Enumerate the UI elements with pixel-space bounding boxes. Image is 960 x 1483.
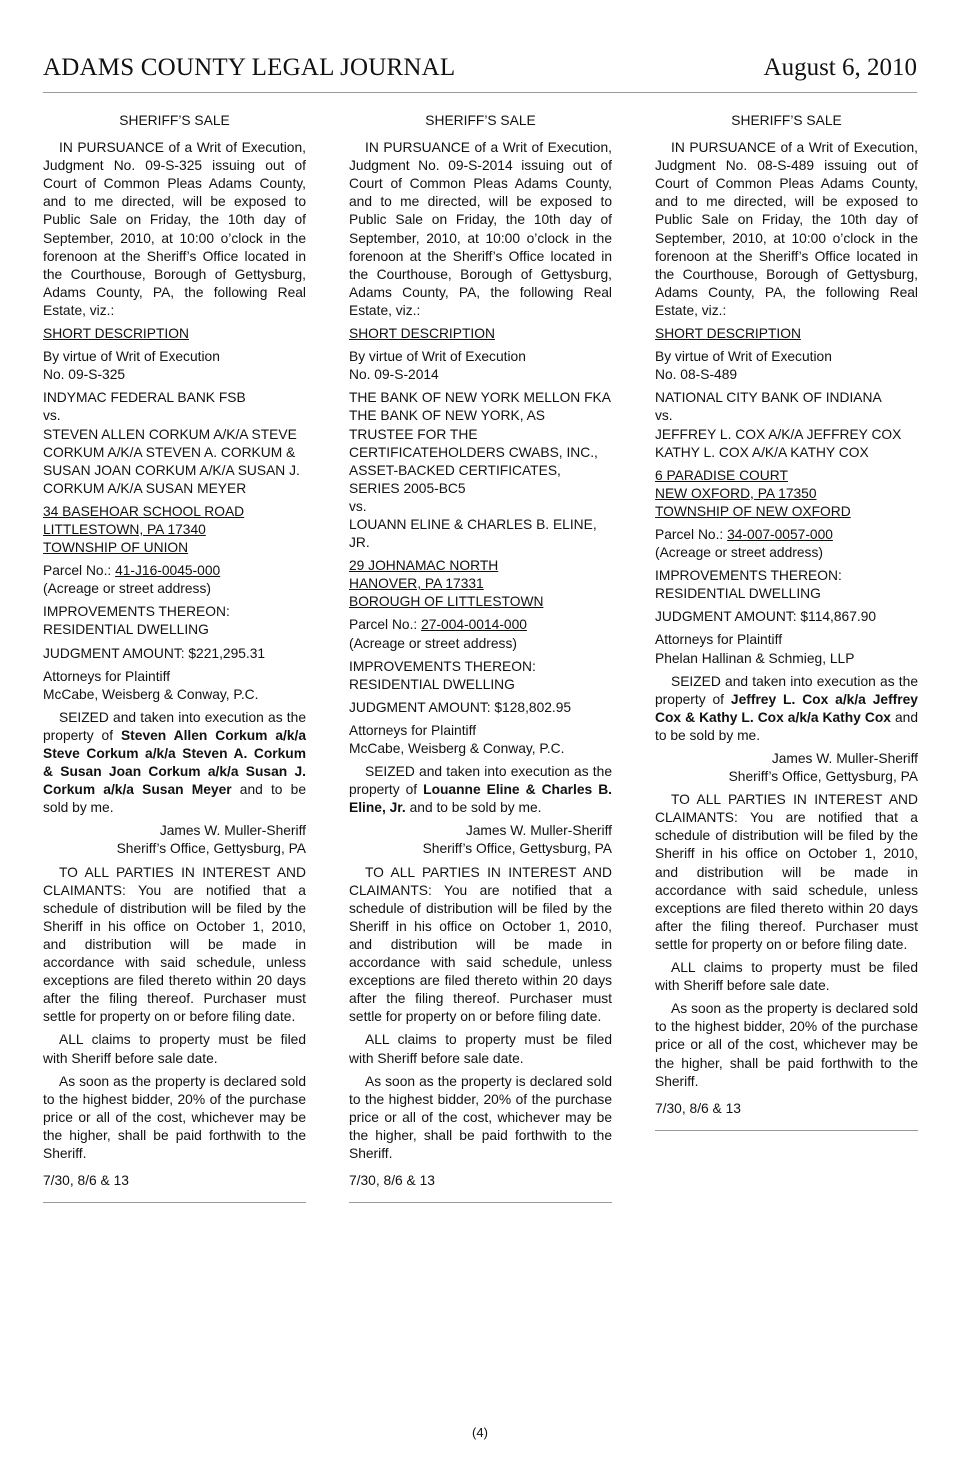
writ-of-execution bbox=[43, 348, 306, 384]
property-owner: Louanne Eline & Charles B. Eline, Jr. bbox=[349, 782, 612, 816]
improvements bbox=[349, 658, 612, 694]
parcel-label: Parcel No.: bbox=[349, 617, 422, 633]
parcel-label: Parcel No.: bbox=[43, 563, 116, 579]
claimants-notice: TO ALL PARTIES IN INTEREST AND CLAIMANTS: You are notified that a schedule of distribution will be filed by the Sheriff in his office on October 1, 2010, and distribution will be made in accordance with said schedule, unless exceptions are filed thereto within 20 days after the filing thereof. Purchaser must settle for property on or before filing date. bbox=[655, 792, 918, 952]
short-description-label: SHORT DESCRIPTION bbox=[655, 326, 801, 342]
improvements-label: IMPROVEMENTS THEREON: bbox=[43, 604, 230, 620]
versus: vs. bbox=[655, 408, 673, 424]
attorneys bbox=[43, 668, 306, 704]
versus: vs. bbox=[43, 408, 61, 424]
attorneys-name: McCabe, Weisberg & Conway, P.C. bbox=[349, 741, 565, 756]
notice-heading: SHERIFF’S SALE bbox=[731, 113, 842, 128]
plaintiff: THE BANK OF NEW YORK MELLON FKA THE BANK OF NEW YORK, AS TRUSTEE FOR THE CERTIFICATEHOLDERS CWABS, INC., ASSET-BACKED CERTIFICATES, SERIES 2005-BC5 bbox=[349, 390, 611, 496]
writ-number: No. 09-S-2014 bbox=[349, 367, 439, 383]
seizure-statement bbox=[43, 709, 306, 818]
sheriff-sale-notice-2 bbox=[349, 112, 612, 1203]
plaintiff: INDYMAC FEDERAL BANK FSB bbox=[43, 390, 246, 406]
issue-date: August 6, 2010 bbox=[763, 54, 917, 81]
address-line: 6 PARADISE COURT bbox=[655, 467, 788, 483]
writ-line: By virtue of Writ of Execution bbox=[655, 349, 832, 365]
sheriff-sale-notice-3 bbox=[655, 112, 918, 1131]
parcel-info bbox=[655, 526, 918, 562]
address-line: TOWNSHIP OF UNION bbox=[43, 540, 189, 556]
improvements-value: RESIDENTIAL DWELLING bbox=[655, 586, 821, 602]
attorneys-label: Attorneys for Plaintiff bbox=[43, 668, 171, 684]
writ-of-execution bbox=[349, 348, 612, 384]
bidder-notice: As soon as the property is declared sold to the highest bidder, 20% of the purchase price or all of the cost, whichever may be the higher, shall be paid forthwith to the Sheriff. bbox=[655, 1001, 918, 1089]
address-line: BOROUGH OF LITTLESTOWN bbox=[349, 594, 544, 610]
improvements-label: IMPROVEMENTS THEREON: bbox=[349, 658, 536, 674]
notice-intro: IN PURSUANCE of a Writ of Execution, Judgment No. 09-S-325 issuing out of Court of Common Pleas Adams County, and to me directed, will be exposed to Public Sale on Friday, the 10th day of September, 2010, at 10:00 o’clock in the forenoon at the Sheriff’s Office located in the Courthouse, Borough of Gettysburg, Adams County, PA, the following Real Estate, viz.: bbox=[43, 140, 306, 318]
improvements-label: IMPROVEMENTS THEREON: bbox=[655, 568, 842, 584]
claimants-notice: TO ALL PARTIES IN INTEREST AND CLAIMANTS: You are notified that a schedule of distribution will be filed by the Sheriff in his office on October 1, 2010, and distribution will be made in accordance with said schedule, unless exceptions are filed thereto within 20 days after the filing thereof. Purchaser must settle for property on or before filing date. bbox=[349, 864, 612, 1025]
notice-heading: SHERIFF’S SALE bbox=[425, 113, 536, 128]
publication-dates: 7/30, 8/6 & 13 bbox=[349, 1173, 435, 1189]
property-owner: Jeffrey L. Cox a/k/a Jeffrey Cox & Kathy L. Cox a/k/a Kathy Cox bbox=[655, 691, 918, 725]
improvements-value: RESIDENTIAL DWELLING bbox=[349, 676, 515, 692]
claims-notice: ALL claims to property must be filed with Sheriff before sale date. bbox=[655, 960, 918, 994]
attorneys bbox=[655, 631, 918, 667]
case-parties bbox=[655, 389, 918, 461]
sheriff-signature bbox=[349, 822, 612, 858]
writ-line: By virtue of Writ of Execution bbox=[43, 349, 220, 365]
journal-title: ADAMS COUNTY LEGAL JOURNAL bbox=[43, 54, 456, 81]
seizure-text: SEIZED and taken into execution as the property of bbox=[349, 764, 612, 798]
claims-notice: ALL claims to property must be filed with Sheriff before sale date. bbox=[43, 1032, 306, 1066]
property-address bbox=[655, 467, 918, 521]
notice-divider bbox=[655, 1130, 918, 1131]
bidder-notice: As soon as the property is declared sold to the highest bidder, 20% of the purchase price or all of the cost, whichever may be the higher, shall be paid forthwith to the Sheriff. bbox=[349, 1073, 612, 1161]
sheriff-sale-notice-1 bbox=[43, 112, 306, 1203]
address-line: 34 BASEHOAR SCHOOL ROAD bbox=[43, 503, 245, 519]
parcel-info bbox=[349, 616, 612, 652]
seizure-text: SEIZED and taken into execution as the property of bbox=[655, 673, 918, 707]
seizure-text-end: and to be sold by me. bbox=[655, 709, 918, 743]
sheriff-office: Sheriff’s Office, Gettysburg, PA bbox=[728, 769, 918, 785]
notice-divider bbox=[349, 1202, 612, 1203]
attorneys bbox=[349, 722, 612, 758]
claims-notice: ALL claims to property must be filed with Sheriff before sale date. bbox=[349, 1032, 612, 1066]
writ-number: No. 09-S-325 bbox=[43, 367, 126, 383]
parcel-number: 41-J16-0045-000 bbox=[115, 563, 221, 579]
seizure-text-end: and to be sold by me. bbox=[405, 800, 542, 816]
attorneys-name: McCabe, Weisberg & Conway, P.C. bbox=[43, 686, 259, 702]
judgment-amount: JUDGMENT AMOUNT: $114,867.90 bbox=[655, 609, 877, 625]
versus: vs. bbox=[349, 498, 367, 514]
sheriff-name: James W. Muller-Sheriff bbox=[159, 823, 306, 839]
publication-dates: 7/30, 8/6 & 13 bbox=[43, 1173, 129, 1189]
defendant: LOUANN ELINE & CHARLES B. ELINE, JR. bbox=[349, 516, 597, 551]
sheriff-name: James W. Muller-Sheriff bbox=[771, 751, 918, 766]
notice-heading: SHERIFF’S SALE bbox=[119, 113, 230, 128]
improvements-value: RESIDENTIAL DWELLING bbox=[43, 622, 209, 638]
parcel-info bbox=[43, 562, 306, 598]
sheriff-office: Sheriff’s Office, Gettysburg, PA bbox=[422, 841, 612, 857]
acreage-note: (Acreage or street address) bbox=[43, 581, 211, 597]
short-description-label: SHORT DESCRIPTION bbox=[349, 326, 495, 342]
defendant: STEVEN ALLEN CORKUM A/K/A STEVE CORKUM A/K/A STEVEN A. CORKUM & SUSAN JOAN CORKUM A/K/A SUSAN J. CORKUM A/K/A SUSAN MEYER bbox=[43, 426, 300, 496]
acreage-note: (Acreage or street address) bbox=[349, 635, 517, 651]
journal-header bbox=[43, 50, 917, 93]
address-line: 29 JOHNAMAC NORTH bbox=[349, 558, 499, 574]
property-owner: Steven Allen Corkum a/k/a Steve Corkum a/k/a Steven A. Corkum & Susan Joan Corkum a/k/a Susan J. Corkum a/k/a Susan Meyer bbox=[43, 727, 306, 798]
address-line: NEW OXFORD, PA 17350 bbox=[655, 485, 817, 501]
address-line: LITTLESTOWN, PA 17340 bbox=[43, 521, 206, 537]
writ-of-execution bbox=[655, 348, 918, 384]
parcel-number: 27-004-0014-000 bbox=[421, 617, 527, 633]
parcel-number: 34-007-0057-000 bbox=[727, 526, 833, 542]
sheriff-office: Sheriff’s Office, Gettysburg, PA bbox=[116, 841, 306, 857]
case-parties bbox=[349, 389, 612, 552]
address-line: HANOVER, PA 17331 bbox=[349, 576, 484, 592]
property-address bbox=[349, 557, 612, 611]
publication-dates: 7/30, 8/6 & 13 bbox=[655, 1100, 741, 1116]
acreage-note: (Acreage or street address) bbox=[655, 545, 823, 561]
seizure-text-end: and to be sold by me. bbox=[43, 782, 306, 816]
plaintiff: NATIONAL CITY BANK OF INDIANA bbox=[655, 390, 882, 406]
seizure-text: SEIZED and taken into execution as the property of bbox=[43, 709, 306, 743]
notice-intro: IN PURSUANCE of a Writ of Execution, Judgment No. 08-S-489 issuing out of Court of Common Pleas Adams County, and to me directed, will be exposed to Public Sale on Friday, the 10th day of September, 2010, at 10:00 o’clock in the forenoon at the Sheriff’s Office located in the Courthouse, Borough of Gettysburg, Adams County, PA, the following Real Estate, viz.: bbox=[655, 140, 918, 318]
case-parties bbox=[43, 389, 306, 498]
sheriff-name: James W. Muller-Sheriff bbox=[465, 823, 612, 839]
notice-divider bbox=[43, 1202, 306, 1203]
parcel-label: Parcel No.: bbox=[655, 526, 728, 542]
defendant: JEFFREY L. COX A/K/A JEFFREY COX KATHY L. COX A/K/A KATHY COX bbox=[655, 426, 902, 460]
judgment-amount: JUDGMENT AMOUNT: $221,295.31 bbox=[43, 645, 266, 661]
writ-line: By virtue of Writ of Execution bbox=[349, 349, 526, 365]
short-description-label: SHORT DESCRIPTION bbox=[43, 326, 189, 342]
attorneys-label: Attorneys for Plaintiff bbox=[349, 722, 477, 738]
property-address bbox=[43, 503, 306, 557]
improvements bbox=[43, 603, 306, 639]
seizure-statement bbox=[655, 673, 918, 745]
claimants-notice: TO ALL PARTIES IN INTEREST AND CLAIMANTS: You are notified that a schedule of distribution will be filed by the Sheriff in his office on October 1, 2010, and distribution will be made in accordance with said schedule, unless exceptions are filed thereto within 20 days after the filing thereof. Purchaser must settle for property on or before filing date. bbox=[43, 864, 306, 1025]
notice-intro: IN PURSUANCE of a Writ of Execution, Judgment No. 09-S-2014 issuing out of Court of Common Pleas Adams County, and to me directed, will be exposed to Public Sale on Friday, the 10th day of September, 2010, at 10:00 o’clock in the forenoon at the Sheriff’s Office located in the Courthouse, Borough of Gettysburg, Adams County, PA, the following Real Estate, viz.: bbox=[349, 140, 612, 318]
attorneys-label: Attorneys for Plaintiff bbox=[655, 632, 783, 648]
address-line: TOWNSHIP OF NEW OXFORD bbox=[655, 503, 851, 519]
writ-number: No. 08-S-489 bbox=[655, 367, 738, 383]
sheriff-signature bbox=[43, 822, 306, 858]
sheriff-signature bbox=[655, 750, 918, 786]
page-number: (4) bbox=[472, 1425, 488, 1440]
attorneys-name: Phelan Hallinan & Schmieg, LLP bbox=[655, 650, 855, 666]
seizure-statement bbox=[349, 763, 612, 817]
bidder-notice: As soon as the property is declared sold to the highest bidder, 20% of the purchase price or all of the cost, whichever may be the higher, shall be paid forthwith to the Sheriff. bbox=[43, 1073, 306, 1161]
judgment-amount: JUDGMENT AMOUNT: $128,802.95 bbox=[349, 699, 572, 715]
improvements bbox=[655, 567, 918, 603]
